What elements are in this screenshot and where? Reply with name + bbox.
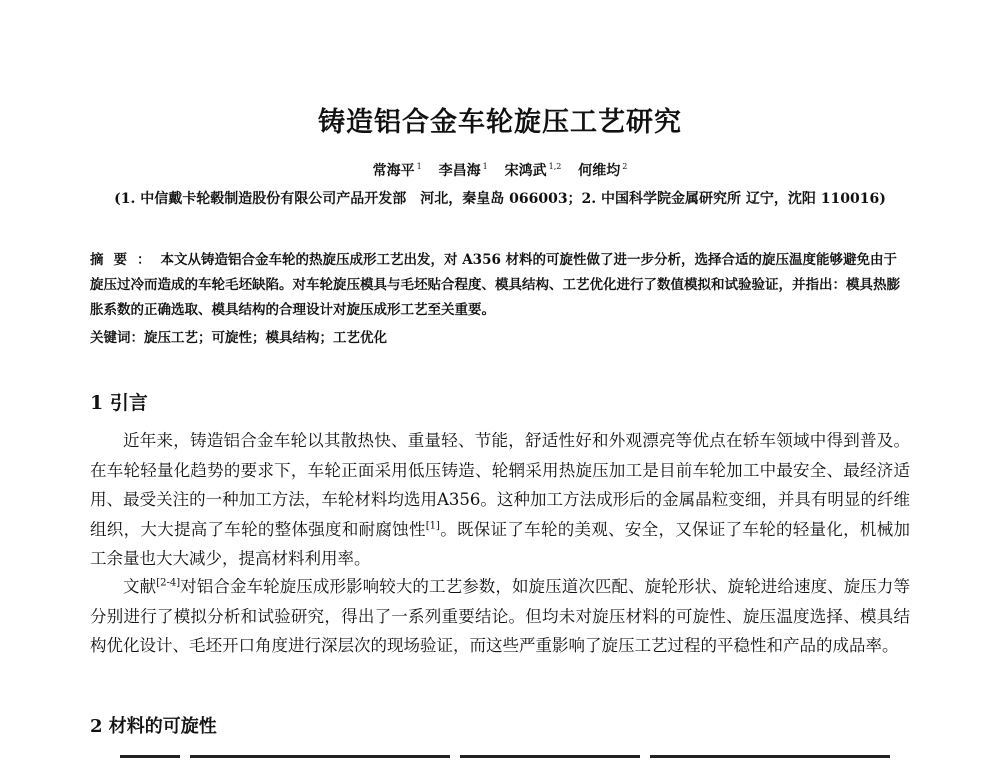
paragraph-text: 对铝合金车轮旋压成形影响较大的工艺参数，如旋压道次匹配、旋轮形状、旋轮进给速度、旋压力等分别进行了模拟分析和试验研究，得出了一系列重要结论。但均未对旋压材料的可旋性、旋压温度选择、模具结构优化设计、毛坯开口角度进行深层次的现场验证，而这些严重影响了旋压工艺过程的平稳性和产品的成品率。 <box>90 577 911 655</box>
paper-title: 铸造铝合金车轮旋压工艺研究 <box>318 107 682 138</box>
keywords <box>90 326 910 351</box>
section-2-heading: 2 材料的可旋性 <box>90 716 217 737</box>
author-affil-mark: 1 <box>482 162 488 172</box>
author-name: 何维均 <box>578 163 621 179</box>
citation-ref[interactable]: [2-4] <box>156 577 181 589</box>
keywords-text: 旋压工艺；可旋性；模具结构；工艺优化 <box>144 330 387 346</box>
paragraph-text: 近年来，铸造铝合金车轮以其散热快、重量轻、节能，舒适性好和外观漂亮等优点在轿车领域中得到普及。在车轮轻量化趋势的要求下，车轮正面采用低压铸造、轮辋采用热旋压加工是目前车轮加工中最安全、最经济适用、最受关注的一种加工方法，车轮材料均选用A356。这种加工方法成形后的金属晶粒变细，并具有明显的纤维组织，大大提高了车轮的整体强度和耐腐蚀性 <box>90 431 910 539</box>
abstract-text: 本文从铸造铝合金车轮的热旋压成形工艺出发，对 A356 材料的可旋性做了进一步分析，选择合适的旋压温度能够避免由于旋压过冷而造成的车轮毛坯缺陷。对车轮旋压模具与毛坯贴合程度、模具结构、工艺优化进行了数值模拟和试验验证，并指出：模具热膨胀系数的正确选取、模具结构的合理设计对旋压成形工艺至关重要。 <box>90 252 900 318</box>
author-list <box>0 160 1000 180</box>
paragraph-text: 文献 <box>123 577 157 596</box>
author-name: 宋鸿武 <box>504 163 547 179</box>
section-1-paragraph-1 <box>90 426 910 574</box>
section-1-paragraph-2 <box>90 572 910 661</box>
author-affil-mark: 1,2 <box>548 162 562 172</box>
paragraph-text: 。既保证了车轮的美观、安全，又保证了车轮的轻量化，机械加工余量也大大减少，提高材料利用率。 <box>90 519 911 568</box>
author-affil-mark: 1 <box>416 162 422 172</box>
keywords-label: 关键词： <box>90 330 144 346</box>
cropped-next-line <box>90 746 910 760</box>
abstract-label: 摘要： <box>90 252 161 268</box>
abstract <box>90 248 910 323</box>
affiliation: (1. 中信戴卡轮毂制造股份有限公司产品开发部 河北，秦皇岛 066003；2. 中国科学院金属研究所 辽宁，沈阳 110016) <box>114 191 886 207</box>
author <box>373 163 422 179</box>
author <box>505 163 562 179</box>
section-1-heading: 1 引言 <box>90 392 148 414</box>
author <box>578 163 627 179</box>
author-name: 李昌海 <box>438 163 481 179</box>
author-affil-mark: 2 <box>622 162 628 172</box>
author-name: 常海平 <box>372 163 415 179</box>
author <box>439 163 488 179</box>
citation-ref[interactable]: [1] <box>425 520 440 531</box>
